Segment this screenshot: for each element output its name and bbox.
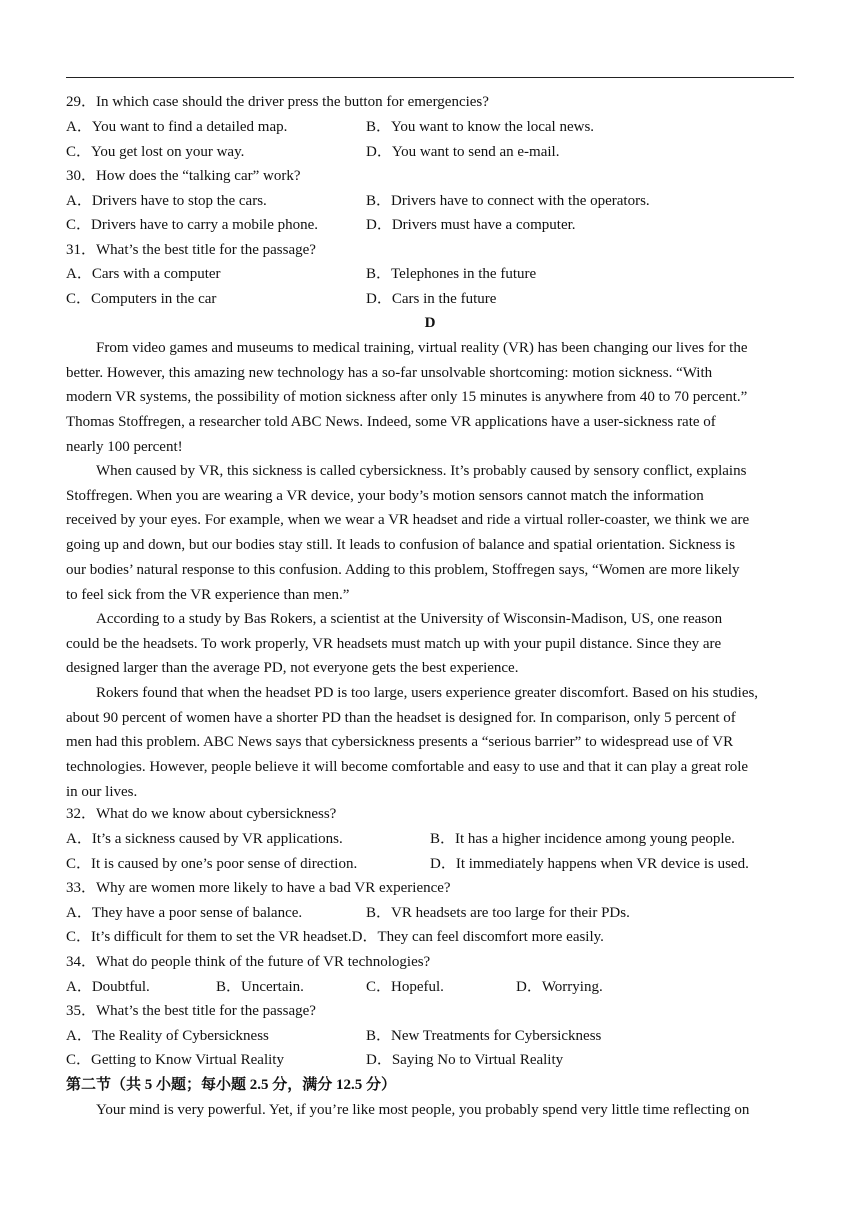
q29-option-d: D．You want to send an e-mail. <box>366 144 560 160</box>
paragraph-line: Stoffregen. When you are wearing a VR device, your body’s motion sensors cannot match the information <box>66 487 704 504</box>
q32-option-a: A．It’s a sickness caused by VR applications. <box>66 831 343 847</box>
q33-option-cd: C．It’s difficult for them to set the VR headset.D．They can feel discomfort more easily. <box>66 929 604 945</box>
paragraph-line: modern VR systems, the possibility of motion sickness after only 15 minutes is anywhere from 40 to 70 percent.” <box>66 389 748 406</box>
q29-option-c: C．You get lost on your way. <box>66 144 245 160</box>
q30-option-a: A．Drivers have to stop the cars. <box>66 193 267 209</box>
q34-option-b: B．Uncertain. <box>216 979 304 995</box>
q30-option-c: C．Drivers have to carry a mobile phone. <box>66 217 319 233</box>
paragraph-line: to feel sick from the VR experience than men.” <box>66 586 350 603</box>
q33-option-a: A．They have a poor sense of balance. <box>66 905 303 921</box>
passage-paragraph-3 <box>66 607 798 681</box>
q35-option-c: C．Getting to Know Virtual Reality <box>66 1052 284 1068</box>
paragraph-line: Rokers found that when the headset PD is too large, users experience greater discomfort. Based on his studies, <box>96 685 759 701</box>
paragraph-line: could be the headsets. To work properly, VR headsets must match up with your pupil distance. Since they are <box>66 635 722 652</box>
q35-option-b: B．New Treatments for Cybersickness <box>366 1028 602 1044</box>
top-rule <box>66 77 794 78</box>
q32-option-d: D．It immediately happens when VR device is used. <box>430 856 749 872</box>
question-34-stem: 34．What do people think of the future of VR technologies? <box>66 954 431 970</box>
q31-option-d: D．Cars in the future <box>366 291 497 307</box>
q34-option-a: A．Doubtful. <box>66 979 150 995</box>
q31-option-a: A．Cars with a computer <box>66 266 221 282</box>
q35-option-a: A．The Reality of Cybersickness <box>66 1028 269 1044</box>
q32-option-c: C．It is caused by one’s poor sense of direction. <box>66 856 358 872</box>
section-2-first-line: Your mind is very powerful. Yet, if you’re like most people, you probably spend very little time reflecting on <box>96 1102 750 1118</box>
paragraph-line: better. However, this amazing new technology has a so-far unsolvable shortcoming: motion sickness. “With <box>66 364 713 381</box>
paragraph-line: From video games and museums to medical training, virtual reality (VR) has been changing our lives for the <box>96 340 748 356</box>
q31-option-c: C．Computers in the car <box>66 291 217 307</box>
section-2-heading: 第二节（共 5 小题；每小题 2.5 分，满分 12.5 分） <box>66 1077 397 1093</box>
q30-option-b: B．Drivers have to connect with the operators. <box>366 193 650 209</box>
question-31-stem: 31．What’s the best title for the passage? <box>66 242 316 258</box>
paragraph-line: designed larger than the average PD, not everyone gets the best experience. <box>66 660 519 677</box>
question-30-stem: 30．How does the “talking car” work? <box>66 168 301 184</box>
paragraph-line: in our lives. <box>66 783 138 800</box>
q29-option-b: B．You want to know the local news. <box>366 119 595 135</box>
q29-option-a: A．You want to find a detailed map. <box>66 119 288 135</box>
question-29-stem: 29．In which case should the driver press the button for emergencies? <box>66 94 489 110</box>
paragraph-line: our bodies’ natural response to this confusion. Adding to this problem, Stoffregen says, “Women are more likely <box>66 561 740 578</box>
q33-option-b: B．VR headsets are too large for their PDs. <box>366 905 630 921</box>
passage-d-heading: D <box>424 315 436 331</box>
passage-paragraph-4 <box>66 681 798 805</box>
q31-option-b: B．Telephones in the future <box>366 266 537 282</box>
q32-option-b: B．It has a higher incidence among young people. <box>430 831 735 847</box>
paragraph-line: going up and down, but our bodies stay still. It leads to confusion of balance and spatial orientation. Sickness is <box>66 537 736 554</box>
passage-paragraph-1 <box>66 336 798 460</box>
paragraph-line: According to a study by Bas Rokers, a scientist at the University of Wisconsin-Madison, US, one reason <box>96 611 723 627</box>
paragraph-line: about 90 percent of women have a shorter PD than the headset is designed for. In comparison, only 5 percent of <box>66 709 736 726</box>
question-35-stem: 35．What’s the best title for the passage? <box>66 1003 316 1019</box>
question-32-stem: 32．What do we know about cybersickness? <box>66 806 337 822</box>
paragraph-line: men had this problem. ABC News says that cybersickness presents a “serious barrier” to widespread use of VR <box>66 734 734 751</box>
paragraph-line: technologies. However, people believe it will become comfortable and easy to use and that it can play a great role <box>66 759 749 776</box>
q30-option-d: D．Drivers must have a computer. <box>366 217 576 233</box>
paragraph-line: Thomas Stoffregen, a researcher told ABC News. Indeed, some VR applications have a user-sickness rate of <box>66 414 716 431</box>
paragraph-line: When caused by VR, this sickness is called cybersickness. It’s probably caused by sensory conflict, explains <box>96 463 747 479</box>
paragraph-line: nearly 100 percent! <box>66 438 183 455</box>
q34-option-d: D．Worrying. <box>516 979 603 995</box>
q34-option-c: C．Hopeful. <box>366 979 444 995</box>
passage-paragraph-2 <box>66 459 798 607</box>
paragraph-line: received by your eyes. For example, when we wear a VR headset and ride a virtual roller-coaster, we think we are <box>66 512 750 529</box>
q35-option-d: D．Saying No to Virtual Reality <box>366 1052 564 1068</box>
question-33-stem: 33．Why are women more likely to have a bad VR experience? <box>66 880 451 896</box>
